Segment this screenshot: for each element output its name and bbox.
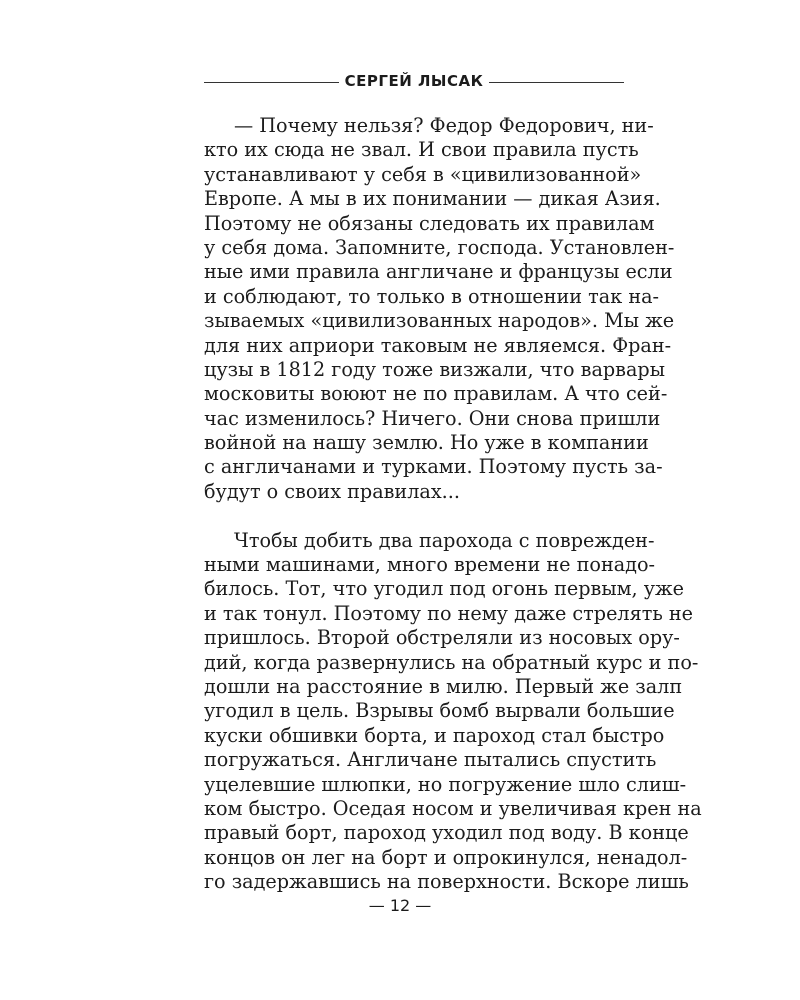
text-line: Европе. А мы в их понимании — дикая Азия. [204, 187, 661, 211]
text-line: пришлось. Второй обстреляли из носовых ору- [204, 626, 680, 650]
text-line: дошли на расстояние в милю. Первый же залп [204, 674, 683, 698]
text-line: Поэтому не обязаны следовать их правилам [204, 211, 655, 235]
text-line: и так тонул. Поэтому по нему даже стрелять не [204, 601, 694, 625]
text-line: дий, когда развернулись на обратный курс и по- [204, 650, 699, 674]
text-line: уцелевшие шлюпки, но погружение шло слиш- [204, 772, 687, 796]
text-line: погружаться. Англичане пытались спустить [204, 748, 657, 772]
text-line: ком быстро. Оседая носом и увеличивая крен на [204, 796, 702, 820]
paragraph [204, 528, 702, 895]
page-number: — 12 — [368, 896, 432, 915]
text-line: войной на нашу землю. Но уже в компании [204, 431, 649, 455]
text-line: устанавливают у себя в «цивилизованной» [204, 162, 642, 186]
text-line: цузы в 1812 году тоже визжали, что варвары [204, 357, 665, 381]
text-line: московиты воюют не по правилам. А что сей- [204, 382, 668, 406]
paragraph [204, 114, 675, 504]
text-line: будут о своих правилах... [204, 479, 460, 503]
text-line: час изменилось? Ничего. Они снова пришли [204, 406, 661, 430]
text-line: с англичанами и турками. Поэтому пусть за- [204, 455, 663, 479]
text-line: и соблюдают, то только в отношении так на- [204, 284, 660, 308]
text-line: для них априори таковым не являемся. Фран- [204, 333, 672, 357]
header-author-name: СЕРГЕЙ ЛЫСАК [344, 72, 484, 90]
text-line: у себя дома. Запомните, господа. Установлен- [204, 235, 675, 259]
text-line: билось. Тот, что угодил под огонь первым, уже [204, 577, 685, 601]
text-line: кто их сюда не звал. И свои правила пусть [204, 138, 639, 162]
body-text [204, 114, 702, 895]
text-line: угодил в цель. Взрывы бомб вырвали большие [204, 699, 675, 723]
text-line: — Почему нельзя? Федор Федорович, ни- [234, 114, 654, 137]
text-line: ные ими правила англичане и французы если [204, 260, 673, 284]
text-line: концов он лег на борт и опрокинулся, ненадол- [204, 845, 688, 869]
paragraph-gap [204, 504, 624, 528]
text-line: правый борт, пароход уходил под воду. В конце [204, 821, 689, 845]
text-line: куски обшивки борта, и пароход стал быстро [204, 723, 665, 747]
header-rule-right [489, 82, 624, 83]
text-line: Чтобы добить два парохода с поврежден- [234, 528, 655, 552]
text-line: ными машинами, много времени не понадо- [204, 553, 656, 577]
text-line: зываемых «цивилизованных народов». Мы же [204, 309, 675, 333]
running-header [204, 70, 624, 96]
text-line: го задержавшись на поверхности. Вскоре лишь [204, 870, 689, 894]
